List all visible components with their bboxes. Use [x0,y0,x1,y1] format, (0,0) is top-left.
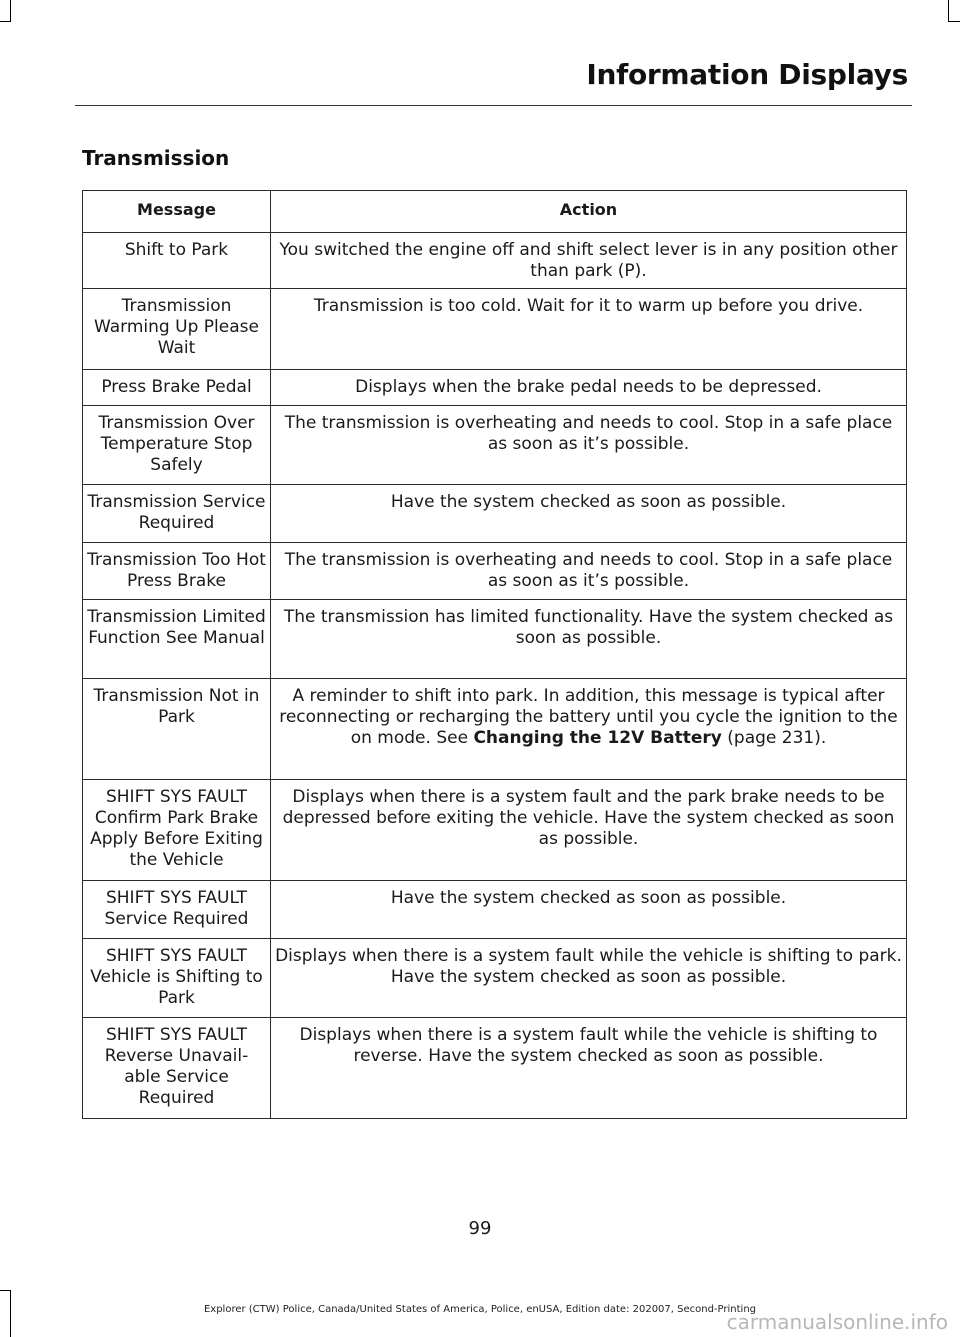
table-row [83,1018,907,1119]
action-cell: Have the system checked as soon as possible. [271,881,907,939]
action-text: A reminder to shift into park. In addition, this message is typical after reconnecting or recharging the battery until you cycle the ignition to the on mode. See [279,686,898,748]
message-cell: SHIFT SYS FAULT Vehicle is Shifting to Park [83,939,271,1018]
action-cell: Have the system checked as soon as possible. [271,485,907,543]
action-cell: The transmission has limited functionality. Have the system checked as soon as possible. [271,600,907,679]
header-divider [75,105,912,106]
message-cell: Press Brake Pedal [83,370,271,406]
action-cell [271,679,907,780]
table-row [83,485,907,543]
action-cell: Displays when there is a system fault and the park brake needs to be depressed before exiting the vehicle. Have the system checked as soon as possible. [271,780,907,881]
action-cell: The transmission is overheating and needs to cool. Stop in a safe place as soon as it’s possible. [271,406,907,485]
table-row [83,780,907,881]
column-header-action: Action [271,191,907,233]
table-header-row [83,191,907,233]
message-cell: Transmission Limited Function See Manual [83,600,271,679]
table-row [83,370,907,406]
page-number: 99 [468,1218,492,1239]
message-cell: SHIFT SYS FAULT Reverse Unavail-able Service Required [83,1018,271,1119]
table-row [83,679,907,780]
column-header-message: Message [83,191,271,233]
crop-mark-top-left-v [10,0,11,22]
action-cell: Displays when there is a system fault while the vehicle is shifting to park. Have the system checked as soon as possible. [271,939,907,1018]
cross-reference-link[interactable]: Changing the 12V Battery [473,728,722,748]
crop-mark-top-right-v [948,0,949,22]
footer-edition-text: Explorer (CTW) Police, Canada/United States of America, Police, enUSA, Edition date: 202007, Second-Printing [203,1304,757,1315]
table-row [83,600,907,679]
table-row [83,543,907,600]
section-title: Transmission [82,146,230,170]
crop-mark-top-right-h [948,21,960,22]
action-cell: Transmission is too cold. Wait for it to warm up before you drive. [271,289,907,370]
transmission-messages-table [82,190,907,1119]
message-cell: Transmission Not in Park [83,679,271,780]
cross-reference-page: (page 231). [727,728,827,748]
table-row [83,233,907,289]
action-cell: You switched the engine off and shift select lever is in any position other than park (P). [271,233,907,289]
crop-mark-top-left-h [0,21,11,22]
table-row [83,881,907,939]
action-cell: The transmission is overheating and needs to cool. Stop in a safe place as soon as it’s possible. [271,543,907,600]
page-header-title: Information Displays [586,58,908,91]
message-cell: Transmission Service Required [83,485,271,543]
watermark[interactable]: carmanualsonline.info [726,1310,948,1334]
message-cell: Transmission Warming Up Please Wait [83,289,271,370]
message-cell: SHIFT SYS FAULT Confirm Park Brake Apply Before Exiting the Vehicle [83,780,271,881]
message-cell: Transmission Too Hot Press Brake [83,543,271,600]
table-row [83,289,907,370]
message-cell: Transmission Over Temperature Stop Safely [83,406,271,485]
action-cell: Displays when the brake pedal needs to be depressed. [271,370,907,406]
action-cell: Displays when there is a system fault while the vehicle is shifting to reverse. Have the system checked as soon as possible. [271,1018,907,1119]
message-cell: Shift to Park [83,233,271,289]
message-cell: SHIFT SYS FAULT Service Required [83,881,271,939]
table-row [83,406,907,485]
crop-mark-bottom-left-h [0,1290,11,1291]
table-row [83,939,907,1018]
